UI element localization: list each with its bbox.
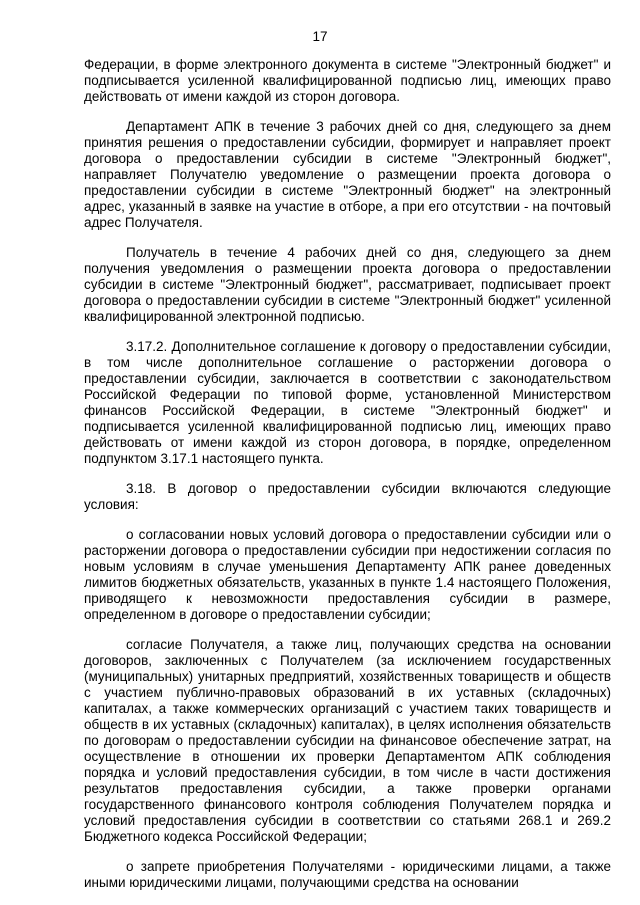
- paragraph-6: о согласовании новых условий договора о предоставлении субсидии или о расторжении договора о предоставлении субсидии при недостижении согласия по новым условиям в случае уменьшения Департаменту АПК ранее доведенных лимитов бюджетных обязательств, указанных в пункте 1.4 настоящего Положения, приводящего к невозможности предоставления субсидии в размере, определенном в договоре о предоставлении субсидии;: [84, 527, 611, 622]
- paragraph-4: 3.17.2. Дополнительное соглашение к договору о предоставлении субсидии, в том числе дополнительное соглашение о расторжении договора о предоставлении субсидии, заключается в соответствии с законодательством Российской Федерации по типовой форме, установленной Министерством финансов Российской Федерации, в системе "Электронный бюджет" и подписывается усиленной квалифицированной подписью лиц, имеющих право действовать от имени каждой из сторон договора, в порядке, определенном подпунктом 3.17.1 настоящего пункта.: [84, 339, 611, 466]
- paragraph-8: о запрете приобретения Получателями - юридическими лицами, а также иными юридическими лицами, получающими средства на основании: [84, 859, 611, 890]
- page-number: 17: [312, 29, 328, 44]
- document-body: [84, 57, 611, 891]
- paragraph-7: согласие Получателя, а также лиц, получающих средства на основании договоров, заключенных с Получателем (за исключением государственных (муниципальных) унитарных предприятий, хозяйственных товариществ и обществ с участием публично-правовых образований в их уставных (складочных) капиталах, а также коммерческих организаций с участием таких товариществ и обществ в их уставных (складочных) капиталах), в целях исполнения обязательств по договорам о предоставлении субсидии на финансовое обеспечение затрат, на осуществление в отношении их проверки Департаментом АПК соблюдения порядка и условий предоставления субсидии, в том числе в части достижения результатов предоставления субсидии, а также проверки органами государственного финансового контроля соблюдения Получателем порядка и условий предоставления субсидии в соответствии со статьями 268.1 и 269.2 Бюджетного кодекса Российской Федерации;: [84, 637, 611, 844]
- paragraph-2: Департамент АПК в течение 3 рабочих дней со дня, следующего за днем принятия решения о предоставлении субсидии, формирует и направляет проект договора о предоставлении субсидии в системе "Электронный бюджет", направляет Получателю уведомление о размещении проекта договора о предоставлении субсидии в системе "Электронный бюджет" на электронный адрес, указанный в заявке на участие в отборе, а при его отсутствии - на почтовый адрес Получателя.: [84, 119, 611, 230]
- paragraph-5: 3.18. В договор о предоставлении субсидии включаются следующие условия:: [84, 481, 611, 512]
- paragraph-1: Федерации, в форме электронного документа в системе "Электронный бюджет" и подписывается усиленной квалифицированной подписью лиц, имеющих право действовать от имени каждой из сторон договора.: [84, 57, 611, 104]
- paragraph-3: Получатель в течение 4 рабочих дней со дня, следующего за днем получения уведомления о размещении проекта договора о предоставлении субсидии в системе "Электронный бюджет", рассматривает, подписывает проект договора о предоставлении субсидии в системе "Электронный бюджет" усиленной квалифицированной электронной подписью.: [84, 245, 611, 324]
